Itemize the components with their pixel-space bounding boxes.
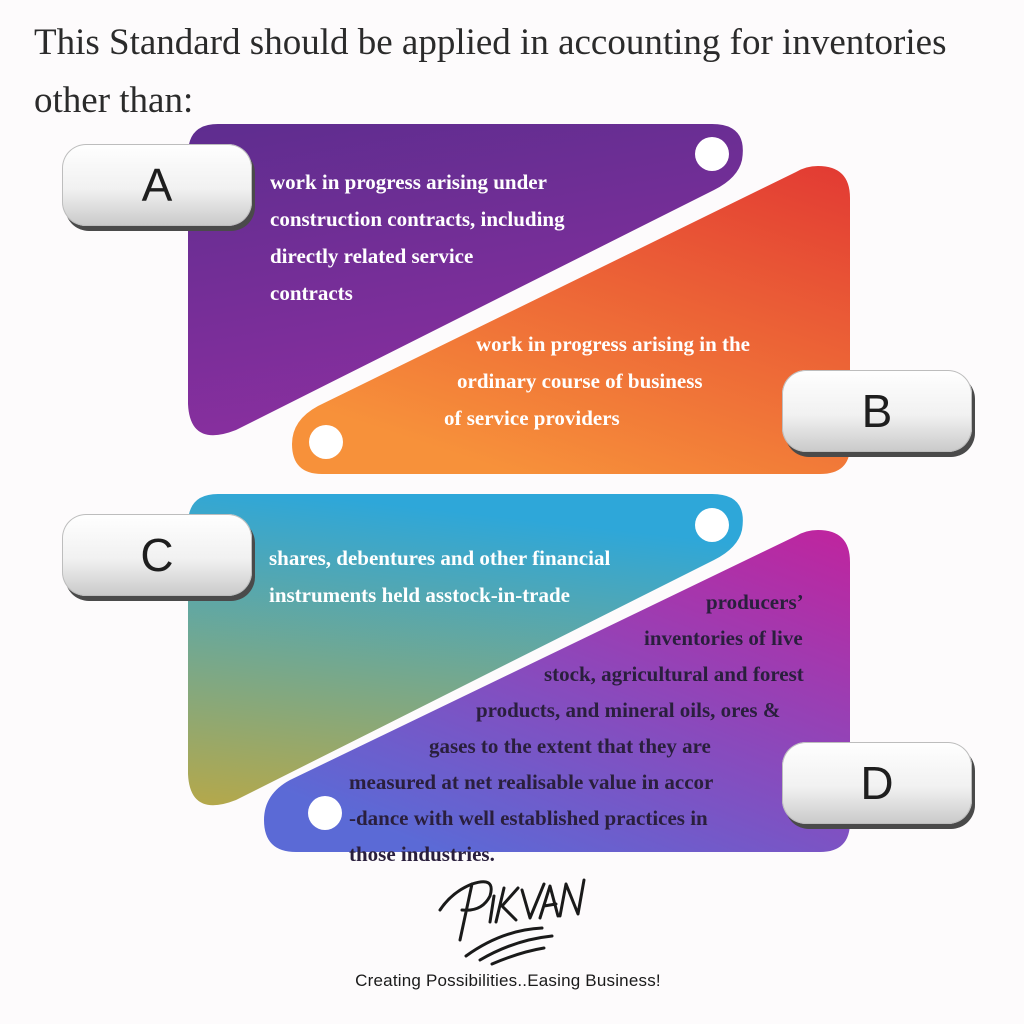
item-d-line: measured at net realisable value in accor bbox=[349, 770, 714, 794]
item-d-line: gases to the extent that they are bbox=[429, 734, 711, 758]
item-a-line: directly related service bbox=[270, 244, 474, 268]
tab-c: C bbox=[62, 514, 252, 596]
item-d-line: stock, agricultural and forest bbox=[544, 662, 804, 686]
item-d-line: products, and mineral oils, ores & bbox=[476, 698, 781, 722]
panel-c-hole bbox=[695, 508, 729, 542]
item-c-line: instruments held asstock-in-trade bbox=[269, 583, 571, 607]
item-a-line: construction contracts, including bbox=[270, 207, 565, 231]
item-b-line: ordinary course of business bbox=[457, 369, 703, 393]
tab-a: A bbox=[62, 144, 252, 226]
item-b-line: of service providers bbox=[444, 406, 620, 430]
item-d-line: -dance with well established practices in bbox=[349, 806, 708, 830]
tab-b: B bbox=[782, 370, 972, 452]
item-b-text bbox=[0, 326, 750, 437]
item-a-text bbox=[270, 164, 565, 312]
item-d-line: inventories of live bbox=[644, 626, 803, 650]
item-d-line: producers’ bbox=[706, 590, 804, 614]
item-d-line: those industries. bbox=[349, 842, 495, 866]
item-a-line: contracts bbox=[270, 281, 353, 305]
tab-d: D bbox=[782, 742, 972, 824]
panel-a-hole bbox=[695, 137, 729, 171]
item-b-line: work in progress arising in the bbox=[476, 332, 751, 356]
page-title: This Standard should be applied in accounting for inventories other than: bbox=[34, 22, 947, 121]
signature-logo-icon bbox=[432, 870, 592, 970]
tagline: Creating Possibilities..Easing Business! bbox=[355, 971, 661, 990]
item-a-line: work in progress arising under bbox=[270, 170, 547, 194]
item-c-line: shares, debentures and other financial bbox=[269, 546, 611, 570]
item-d-text bbox=[0, 584, 804, 872]
